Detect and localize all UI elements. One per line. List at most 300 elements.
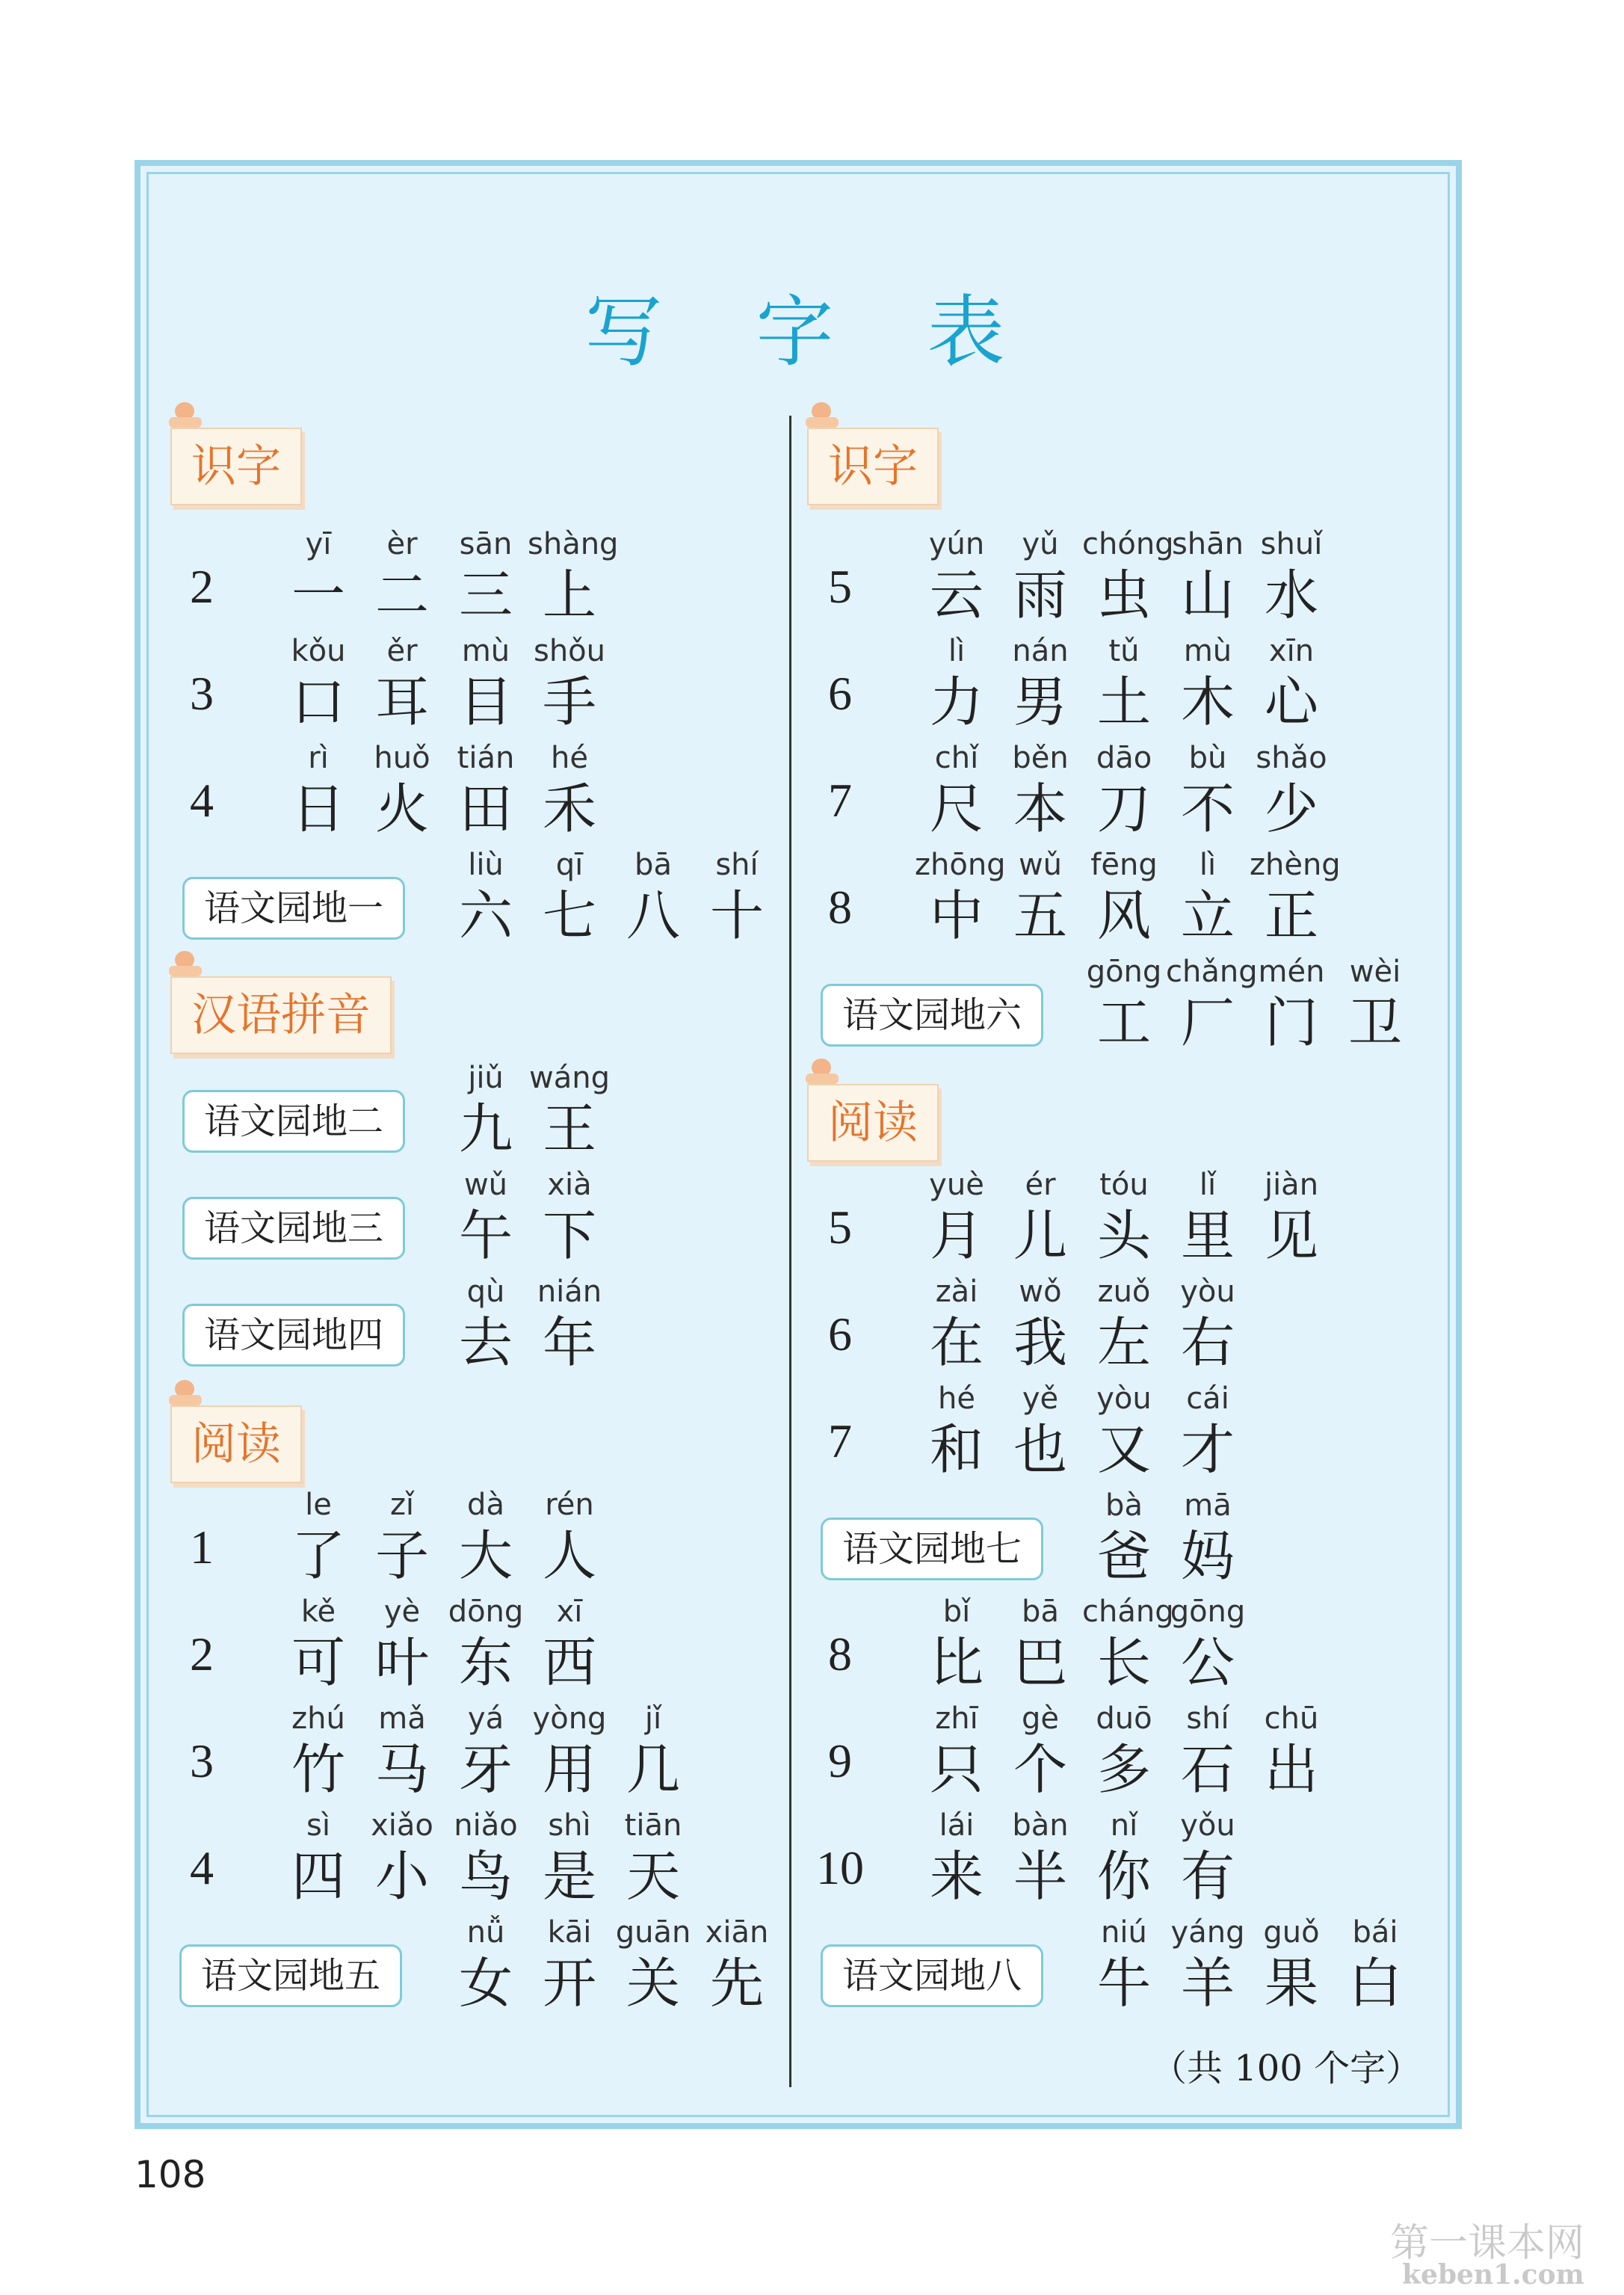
hanzi: 牛 (1096, 1952, 1151, 2015)
pinyin: lǐ (1199, 1168, 1217, 1202)
hanzi: 十 (709, 884, 764, 947)
pinyin: liù (468, 848, 504, 882)
pinyin: cháng (1082, 1595, 1174, 1629)
pinyin: nán (1012, 634, 1069, 668)
char-cell (1166, 1485, 1250, 1586)
lesson-number: 7 (828, 1414, 852, 1467)
pinyin: shí (715, 848, 759, 882)
char-cell (1166, 844, 1250, 946)
hanzi: 子 (374, 1524, 429, 1587)
pinyin: ěr (386, 634, 418, 668)
hanzi: 里 (1180, 1204, 1235, 1267)
char-cell (360, 630, 444, 732)
hanzi: 厂 (1180, 991, 1235, 1054)
pinyin: yáng (1170, 1915, 1245, 1950)
char-cell (360, 523, 444, 625)
pinyin: le (305, 1488, 332, 1522)
hanzi: 比 (929, 1631, 984, 1694)
hanzi: 门 (1264, 991, 1318, 1054)
hanzi: 土 (1096, 671, 1151, 733)
garden-label: 语文园地八 (821, 1944, 1043, 2007)
pinyin: bái (1352, 1915, 1398, 1950)
garden-label: 语文园地二 (182, 1090, 405, 1153)
char-cell (277, 1591, 360, 1692)
char-cell (611, 1805, 695, 1906)
pinyin: bǐ (942, 1595, 971, 1629)
lesson-number: 9 (828, 1734, 852, 1787)
hanzi: 二 (374, 564, 429, 626)
pinyin: fēng (1090, 848, 1158, 882)
char-cell (998, 630, 1082, 732)
hanzi: 火 (374, 777, 429, 840)
pinyin: lái (939, 1808, 975, 1843)
char-cell (444, 737, 528, 839)
char-cell (528, 844, 611, 946)
lesson-number: 4 (190, 774, 214, 827)
char-cell (444, 1271, 528, 1373)
hanzi: 个 (1013, 1738, 1067, 1801)
pinyin: hé (938, 1381, 975, 1416)
char-cell (998, 1378, 1082, 1479)
watermark-title: 第一课本网 (1390, 2221, 1585, 2266)
char-cell (1082, 844, 1166, 946)
hanzi: 羊 (1180, 1952, 1235, 2015)
pinyin: chóng (1082, 527, 1174, 561)
hanzi: 大 (458, 1524, 513, 1587)
hanzi: 多 (1096, 1738, 1151, 1801)
pinyin: mén (1258, 955, 1325, 989)
hanzi: 又 (1096, 1418, 1151, 1481)
pinyin: ér (1025, 1168, 1056, 1202)
char-cell (1250, 1698, 1333, 1799)
char-cell (277, 1484, 360, 1586)
char-cell (915, 630, 998, 732)
hanzi: 有 (1180, 1845, 1235, 1908)
char-cell (998, 737, 1082, 839)
pinyin: wáng (529, 1061, 610, 1095)
pinyin: duō (1096, 1701, 1152, 1736)
pinyin: bà (1105, 1488, 1143, 1523)
char-cell (1166, 951, 1258, 1054)
char-cell (915, 523, 998, 625)
hanzi: 妈 (1180, 1525, 1235, 1588)
pin-icon (169, 1380, 202, 1413)
char-cell (528, 1057, 611, 1159)
hanzi: 几 (626, 1738, 680, 1801)
char-cell (1250, 737, 1333, 839)
pinyin: kǒu (291, 634, 346, 668)
char-cell (277, 1805, 360, 1906)
char-cell (915, 1378, 998, 1479)
section-header-yuedu-right: 阅读 (807, 1084, 939, 1162)
hanzi: 爸 (1096, 1525, 1151, 1588)
char-cell (528, 1591, 611, 1692)
total-count: （共 100 个字） (1151, 2048, 1422, 2089)
hanzi: 耳 (374, 671, 429, 733)
page-title: 写 字 表 (584, 286, 1040, 378)
pinyin: jiǔ (468, 1061, 504, 1095)
pinyin: zài (935, 1275, 978, 1309)
hanzi: 口 (291, 671, 345, 733)
char-cell (611, 1698, 695, 1799)
char-cell (1082, 1378, 1166, 1479)
char-cell (360, 1805, 444, 1906)
char-cell (1082, 630, 1166, 732)
section-header-shizi: 识字 (170, 428, 302, 505)
hanzi: 你 (1096, 1845, 1151, 1908)
char-cell (1166, 1378, 1250, 1479)
char-cell (444, 523, 528, 625)
pinyin: qù (466, 1275, 505, 1309)
hanzi: 九 (458, 1097, 513, 1160)
pinyin: bàn (1012, 1808, 1069, 1843)
char-cell (915, 844, 1006, 947)
char-cell (528, 1912, 611, 2013)
lesson-number: 3 (190, 667, 214, 720)
pinyin: guǒ (1263, 1915, 1320, 1950)
pinyin: bā (1022, 1595, 1059, 1629)
pinyin: tiān (624, 1808, 682, 1843)
char-cell (611, 844, 695, 946)
hanzi: 尺 (929, 777, 984, 840)
char-cell (360, 1484, 444, 1586)
hanzi: 先 (709, 1952, 764, 2015)
pinyin: rén (545, 1488, 594, 1522)
char-cell (528, 737, 611, 839)
pinyin: shí (1186, 1701, 1229, 1736)
pinyin: zǐ (389, 1488, 415, 1522)
pinyin: yá (467, 1701, 504, 1736)
hanzi: 在 (929, 1311, 984, 1374)
char-cell (1166, 1805, 1250, 1906)
hanzi: 和 (929, 1418, 984, 1481)
hanzi: 鸟 (458, 1845, 513, 1908)
char-cell (1166, 1271, 1250, 1373)
char-cell (1082, 1591, 1174, 1694)
hanzi: 可 (291, 1631, 345, 1694)
hanzi: 儿 (1013, 1204, 1067, 1267)
char-cell (1166, 1912, 1250, 2013)
lesson-number: 8 (828, 1627, 852, 1681)
pin-icon (806, 402, 839, 435)
pin-icon (169, 402, 202, 435)
pinyin: nián (537, 1275, 602, 1309)
hanzi: 田 (458, 777, 513, 840)
hanzi: 西 (542, 1631, 596, 1694)
hanzi: 关 (626, 1952, 680, 2015)
hanzi: 月 (929, 1204, 984, 1267)
hanzi: 女 (458, 1952, 513, 2015)
hanzi: 禾 (542, 777, 596, 840)
char-cell (998, 1271, 1082, 1373)
pinyin: chǎng (1166, 955, 1258, 989)
pinyin: mǎ (378, 1701, 426, 1736)
char-cell (1166, 630, 1250, 732)
hanzi: 三 (458, 564, 513, 626)
hanzi: 六 (458, 884, 513, 947)
hanzi: 牙 (458, 1738, 513, 1801)
garden-label: 语文园地三 (182, 1197, 405, 1260)
pinyin: xīn (1268, 634, 1315, 668)
pinyin: bù (1188, 741, 1227, 775)
lesson-number: 3 (190, 1734, 214, 1787)
pinyin: tǔ (1108, 634, 1140, 668)
pinyin: mā (1184, 1488, 1232, 1523)
pin-icon (169, 951, 202, 984)
hanzi: 头 (1096, 1204, 1151, 1267)
lesson-number: 5 (828, 1201, 852, 1254)
char-cell (998, 523, 1082, 625)
char-cell (528, 1805, 611, 1906)
hanzi: 去 (458, 1311, 513, 1374)
section-header-pinyin: 汉语拼音 (170, 976, 392, 1054)
hanzi: 白 (1347, 1952, 1402, 2015)
pinyin: wèi (1349, 955, 1401, 989)
hanzi: 风 (1096, 884, 1151, 947)
hanzi: 虫 (1096, 564, 1151, 626)
hanzi: 王 (542, 1097, 596, 1160)
hanzi: 了 (291, 1524, 345, 1587)
pinyin: cái (1186, 1381, 1229, 1416)
pinyin: nǐ (1110, 1808, 1138, 1843)
char-cell (444, 1698, 528, 1799)
lesson-number: 10 (816, 1841, 864, 1894)
hanzi: 半 (1013, 1845, 1067, 1908)
char-cell (1082, 737, 1166, 839)
hanzi: 水 (1264, 564, 1318, 626)
char-cell (1166, 1164, 1250, 1266)
char-cell (528, 1164, 611, 1266)
char-cell (1250, 844, 1341, 947)
page-number: 108 (135, 2153, 206, 2196)
char-cell (1082, 1271, 1166, 1373)
char-cell (915, 737, 998, 839)
pinyin: jiàn (1264, 1168, 1319, 1202)
char-cell (611, 1912, 695, 2013)
hanzi: 日 (291, 777, 345, 840)
pinyin: shǎo (1256, 741, 1327, 775)
char-cell (1082, 951, 1166, 1053)
char-cell (444, 1912, 528, 2013)
pinyin: kě (300, 1595, 336, 1629)
lesson-number: 7 (828, 774, 852, 827)
hanzi: 是 (542, 1845, 596, 1908)
char-cell (915, 1591, 998, 1692)
char-cell (998, 844, 1082, 946)
hanzi: 用 (542, 1738, 596, 1801)
pinyin: niú (1101, 1915, 1147, 1950)
hanzi: 山 (1180, 564, 1235, 626)
hanzi: 手 (542, 671, 596, 733)
char-cell (695, 1912, 779, 2013)
hanzi: 正 (1264, 884, 1318, 947)
hanzi: 本 (1013, 777, 1067, 840)
char-cell (998, 1698, 1082, 1799)
pinyin: yǒu (1180, 1808, 1235, 1843)
char-cell (1166, 1591, 1250, 1692)
hanzi: 目 (458, 671, 513, 733)
section-header-shizi-right: 识字 (807, 428, 939, 505)
lesson-number: 2 (190, 1627, 214, 1681)
hanzi: 小 (374, 1845, 429, 1908)
watermark-url: keben1.com (1402, 2259, 1584, 2291)
hanzi: 见 (1264, 1204, 1318, 1267)
pinyin: yún (928, 527, 985, 561)
pinyin: wǔ (1018, 848, 1063, 882)
char-cell (1082, 1698, 1166, 1799)
pinyin: wǒ (1019, 1275, 1062, 1309)
pinyin: lì (948, 634, 966, 668)
hanzi: 卫 (1347, 991, 1402, 1054)
hanzi: 中 (929, 884, 984, 947)
hanzi: 果 (1264, 1952, 1318, 2015)
section-header-yuedu: 阅读 (170, 1405, 302, 1483)
hanzi: 我 (1013, 1311, 1067, 1374)
lesson-number: 6 (828, 1307, 852, 1361)
char-cell (444, 1591, 528, 1692)
hanzi: 叶 (374, 1631, 429, 1694)
char-cell (528, 1271, 611, 1373)
char-cell (1166, 737, 1250, 839)
pinyin: xiǎo (371, 1808, 433, 1843)
pinyin: xiān (705, 1915, 769, 1950)
char-cell (444, 1164, 528, 1266)
char-cell (1250, 523, 1333, 625)
char-cell (1082, 1805, 1166, 1906)
pinyin: sì (306, 1808, 330, 1843)
pinyin: dōng (448, 1595, 524, 1629)
char-cell (360, 1698, 444, 1799)
pinyin: yè (383, 1595, 421, 1629)
hanzi: 巴 (1013, 1631, 1067, 1694)
pinyin: wǔ (463, 1168, 508, 1202)
char-cell (528, 1484, 611, 1586)
hanzi: 木 (1180, 671, 1235, 733)
pinyin: chū (1264, 1701, 1319, 1736)
char-cell (1082, 523, 1174, 626)
hanzi: 上 (542, 564, 596, 626)
hanzi: 长 (1096, 1631, 1151, 1694)
char-cell (915, 1271, 998, 1373)
hanzi: 东 (458, 1631, 513, 1694)
hanzi: 云 (929, 564, 984, 626)
hanzi: 心 (1264, 671, 1318, 733)
column-divider (789, 416, 791, 2087)
lesson-number: 2 (190, 560, 214, 613)
pinyin: huǒ (374, 741, 430, 775)
hanzi: 天 (626, 1845, 680, 1908)
pinyin: lì (1199, 848, 1217, 882)
lesson-number: 4 (190, 1841, 214, 1894)
garden-label: 语文园地五 (179, 1944, 402, 2007)
hanzi: 竹 (291, 1738, 345, 1801)
hanzi: 一 (291, 564, 345, 626)
pinyin: yòu (1180, 1275, 1235, 1309)
hanzi: 刀 (1096, 777, 1151, 840)
hanzi: 右 (1180, 1311, 1235, 1374)
char-cell (277, 630, 360, 732)
char-cell (998, 1591, 1082, 1692)
pinyin: yī (305, 527, 332, 561)
char-cell (1333, 951, 1417, 1053)
hanzi: 人 (542, 1524, 596, 1587)
hanzi: 才 (1180, 1418, 1235, 1481)
char-cell (1082, 1912, 1166, 2013)
pinyin: gōng (1086, 955, 1162, 989)
pinyin: tóu (1099, 1168, 1149, 1202)
pinyin: nǚ (466, 1915, 505, 1950)
hanzi: 雨 (1013, 564, 1067, 626)
pinyin: shǒu (533, 634, 605, 668)
pinyin: mù (461, 634, 510, 668)
hanzi: 开 (542, 1952, 596, 2015)
pinyin: zhōng (915, 848, 1006, 882)
pinyin: shàng (528, 527, 619, 561)
garden-label: 语文园地一 (182, 877, 405, 940)
pinyin: mù (1183, 634, 1232, 668)
char-cell (528, 523, 619, 626)
char-cell (1166, 1698, 1250, 1799)
char-cell (1250, 1164, 1333, 1266)
char-cell (1250, 630, 1333, 732)
pinyin: yě (1022, 1381, 1059, 1416)
hanzi: 工 (1096, 991, 1151, 1054)
pinyin: shuǐ (1260, 527, 1323, 561)
pin-icon (806, 1059, 839, 1091)
char-cell (360, 1591, 444, 1692)
hanzi: 四 (291, 1845, 345, 1908)
pinyin: niǎo (454, 1808, 518, 1843)
garden-label: 语文园地六 (821, 984, 1043, 1047)
pinyin: xià (547, 1168, 592, 1202)
pinyin: sān (459, 527, 513, 561)
hanzi: 年 (542, 1311, 596, 1374)
pinyin: jǐ (644, 1701, 662, 1736)
hanzi: 男 (1013, 671, 1067, 733)
pinyin: hé (551, 741, 588, 775)
char-cell (915, 1164, 998, 1266)
char-cell (1250, 1912, 1333, 2013)
pinyin: dà (467, 1488, 504, 1522)
hanzi: 公 (1180, 1631, 1235, 1694)
pinyin: zuǒ (1097, 1275, 1151, 1309)
char-cell (915, 1698, 998, 1799)
pinyin: guān (615, 1915, 691, 1950)
char-cell (998, 1164, 1082, 1266)
char-cell (1082, 1164, 1166, 1266)
pinyin: qī (555, 848, 584, 882)
char-cell (915, 1805, 998, 1906)
hanzi: 七 (542, 884, 596, 947)
char-cell (1082, 1485, 1166, 1586)
pinyin: běn (1012, 741, 1069, 775)
pinyin: chǐ (934, 741, 979, 775)
lesson-number: 8 (828, 881, 852, 934)
hanzi: 不 (1180, 777, 1235, 840)
hanzi: 立 (1180, 884, 1235, 947)
pinyin: yòu (1096, 1381, 1152, 1416)
hanzi: 五 (1013, 884, 1067, 947)
garden-label: 语文园地四 (182, 1304, 405, 1367)
lesson-number: 6 (828, 667, 852, 720)
hanzi: 左 (1096, 1311, 1151, 1374)
char-cell (444, 1057, 528, 1159)
hanzi: 也 (1013, 1418, 1067, 1481)
hanzi: 马 (374, 1738, 429, 1801)
char-cell (1333, 1912, 1417, 2013)
pinyin: yǔ (1022, 527, 1059, 561)
char-cell (277, 1698, 360, 1799)
